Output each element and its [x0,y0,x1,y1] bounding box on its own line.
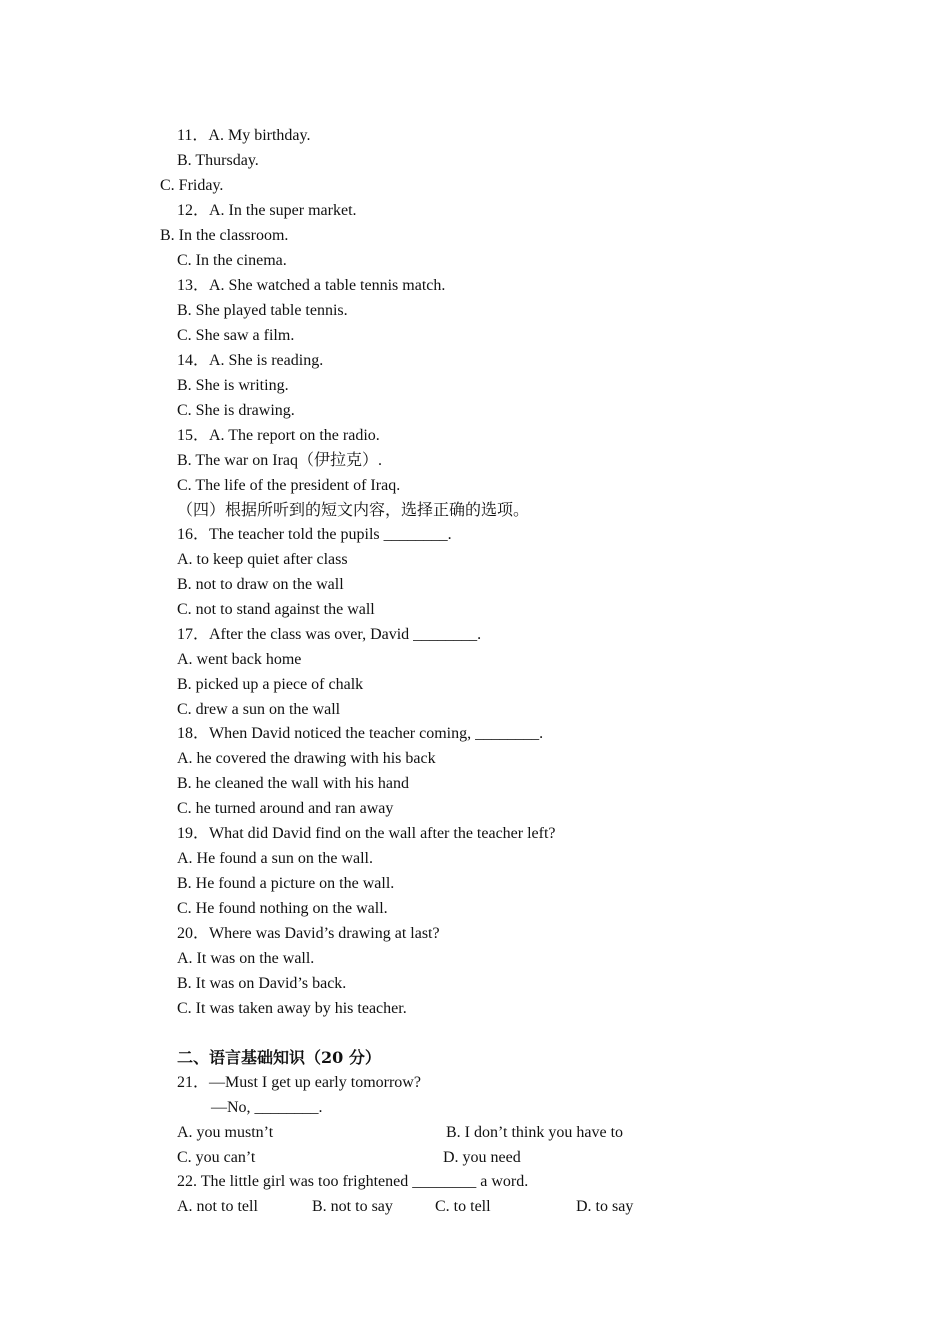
q16-option-c: C. not to stand against the wall [177,601,375,618]
section-two-heading: 二、语言基础知识（20 分） [177,1048,381,1067]
q19-option-a: A. He found a sun on the wall. [177,850,373,867]
q14-option-c: C. She is drawing. [177,402,295,419]
q12-option-b: B. In the classroom. [160,227,289,244]
q17-stem: 17．After the class was over, David ________. [177,626,482,643]
q15-option-b: B. The war on Iraq（伊拉克）. [177,452,383,469]
q13-stem: 13．A. She watched a table tennis match. [177,277,446,294]
q14-option-b: B. She is writing. [177,377,289,394]
q17-option-b: B. picked up a piece of chalk [177,676,364,693]
q21-response: —No, ________. [211,1099,323,1116]
q17-option-c: C. drew a sun on the wall [177,701,341,718]
q22-option-b: B. not to say [312,1198,393,1215]
q21-option-d: D. you need [443,1149,521,1166]
q18-option-b: B. he cleaned the wall with his hand [177,775,409,792]
q20-stem: 20．Where was David’s drawing at last? [177,925,440,942]
q20-option-a: A. It was on the wall. [177,950,315,967]
q19-option-c: C. He found nothing on the wall. [177,900,388,917]
section-four-instruction: （四）根据所听到的短文内容，选择正确的选项。 [177,500,530,519]
q19-stem: 19．What did David find on the wall after the teacher left? [177,825,556,842]
q12-stem: 12．A. In the super market. [177,202,357,219]
q22-option-c: C. to tell [435,1198,491,1215]
q13-option-c: C. She saw a film. [177,327,295,344]
q16-stem: 16．The teacher told the pupils ________. [177,526,452,543]
q22-option-d: D. to say [576,1198,634,1215]
q11-option-c: C. Friday. [160,177,224,194]
q12-option-c: C. In the cinema. [177,252,287,269]
q18-option-a: A. he covered the drawing with his back [177,750,436,767]
q21-option-b: B. I don’t think you have to [446,1124,624,1141]
q18-stem: 18．When David noticed the teacher coming, ________. [177,725,544,742]
q13-option-b: B. She played table tennis. [177,302,348,319]
q16-option-b: B. not to draw on the wall [177,576,344,593]
q19-option-b: B. He found a picture on the wall. [177,875,395,892]
q22-option-a: A. not to tell [177,1198,258,1215]
q20-option-b: B. It was on David’s back. [177,975,347,992]
q18-option-c: C. he turned around and ran away [177,800,394,817]
q16-option-a: A. to keep quiet after class [177,551,348,568]
q22-stem: 22. The little girl was too frightened ________ a word. [177,1173,529,1190]
q15-stem: 15．A. The report on the radio. [177,427,380,444]
q15-option-c: C. The life of the president of Iraq. [177,477,401,494]
q14-stem: 14．A. She is reading. [177,352,324,369]
q11-stem: 11．A. My birthday. [177,127,311,144]
q20-option-c: C. It was taken away by his teacher. [177,1000,407,1017]
q21-option-c: C. you can’t [177,1149,256,1166]
q21-stem: 21．—Must I get up early tomorrow? [177,1074,421,1091]
q17-option-a: A. went back home [177,651,302,668]
q21-option-a: A. you mustn’t [177,1124,274,1141]
q11-option-b: B. Thursday. [177,152,259,169]
